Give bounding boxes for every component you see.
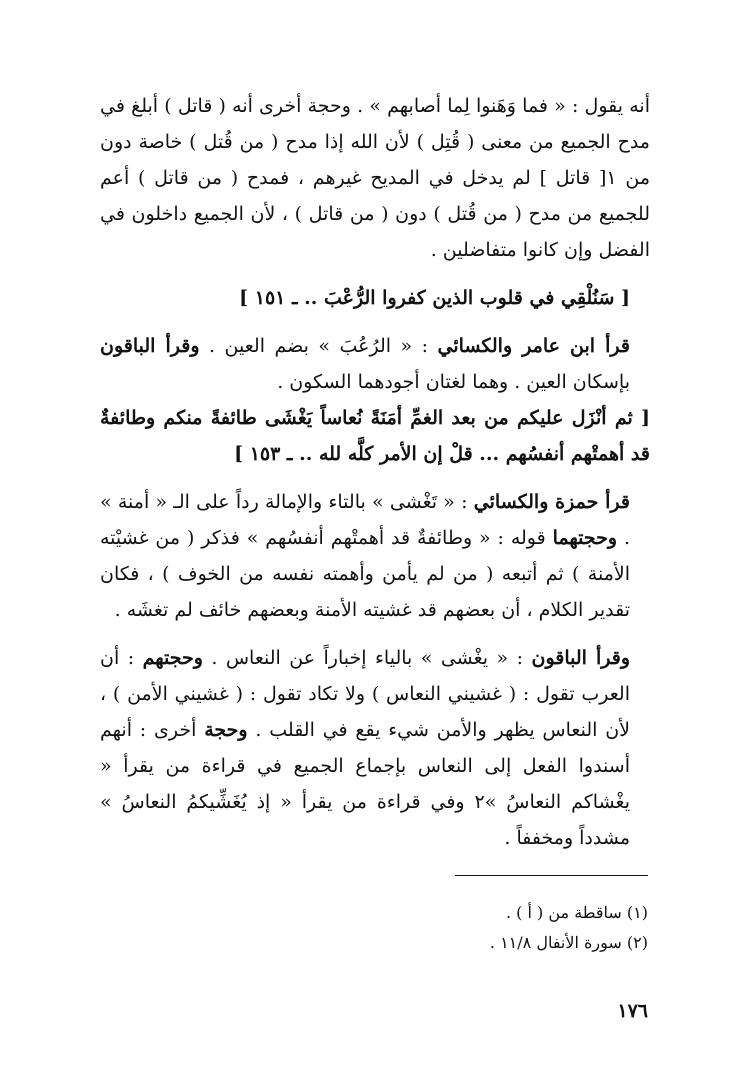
text-span: أخرى : أنهم أسندوا الفعل إلى النعاس بإجماع الجميع في قراءة من يقرأ « يغْشاكم النعاسُ »٢ وفي قراءة من يقرأ « إذ يُغَشِّيكمُ النعاسُ » مشدداً ومخففاً .	[100, 719, 630, 849]
text-span: : أن العرب تقول : ( غشيني النعاس ) ولا تكاد تقول : ( غشيني الأمن ) ، لأن النعاس يظهر والأمن شيء يقع في القلب .	[100, 647, 630, 741]
argument-label: وحجتهم	[142, 647, 203, 669]
page-body	[100, 88, 650, 856]
footnote-2: (٢) سورة الأنفال ١١/٨ .	[489, 933, 648, 952]
argument-label: وحجتهما	[552, 527, 618, 549]
verse-151: [ سَنُلْقِي في قلوب الذين كفروا الرُّعْبَ .. ـ ١٥١ ]	[239, 287, 630, 309]
text-span: : « يغْشى » بالياء إخباراً عن النعاس .	[202, 647, 532, 669]
text-span: : « تَغْشى » بالتاء والإمالة رداً على الـ « أمنة » .	[100, 491, 630, 549]
paragraph-2	[100, 328, 650, 400]
paragraph-3	[100, 484, 650, 628]
reader-name: قرأ حمزة والكسائي	[473, 491, 630, 513]
verse-153: [ ثم أنْزَل عليكم من بعد الغمِّ أمَنَةً نُعاساً يَغْشَى طائفةً منكم وطائفةٌ قد أهمتْهم أنفسُهم ... قلْ إن الأمر كلَّه لله .. ـ ١٥٣ ]	[100, 407, 650, 465]
text-span: : « الرُعُبَ » بضم العين .	[199, 335, 438, 357]
text-span: قوله : « وطائفةٌ قد أهمتْهم أنفسُهم » فذكر ( من غشيْته الأمنة ) ثم أتبعه ( من لم يأمن وأهمته نفسه من الخوف ) ، فكان تقدير الكلام ، أن بعضهم قد غشيته الأمنة وبعضهم خائف لم تغشَه .	[100, 527, 630, 621]
text-span: بإسكان العين . وهما لغتان أجودهما السكون .	[277, 371, 630, 393]
paragraph-4	[100, 640, 650, 856]
page-number: ١٧٦	[617, 1000, 648, 1022]
reader-name: قرأ ابن عامر والكسائي	[437, 335, 630, 357]
reader-name: وقرأ الباقون	[531, 647, 630, 669]
footnotes	[100, 898, 648, 958]
argument-label: وحجة	[204, 719, 248, 741]
footnote-1: (١) ساقطة من ( أ ) .	[506, 903, 648, 922]
footnote-separator	[455, 875, 648, 876]
paragraph-1: أنه يقول : « فما وَهَنوا لِما أصابهم » . وحجة أخرى أنه ( قاتل ) أبلغ في مدح الجميع من معنى ( قُتِل ) لأن الله إذا مدح ( من قُتل ) خاصة دون من ١[ قاتل ] لم يدخل في المديح غيرهم ، فمدح ( من قاتل ) أعم للجميع من مدح ( من قُتل ) دون ( من قاتل ) ، لأن الجميع داخلون في الفضل وإن كانوا متفاضلين .	[100, 95, 650, 261]
reader-name: وقرأ الباقون	[100, 335, 200, 357]
